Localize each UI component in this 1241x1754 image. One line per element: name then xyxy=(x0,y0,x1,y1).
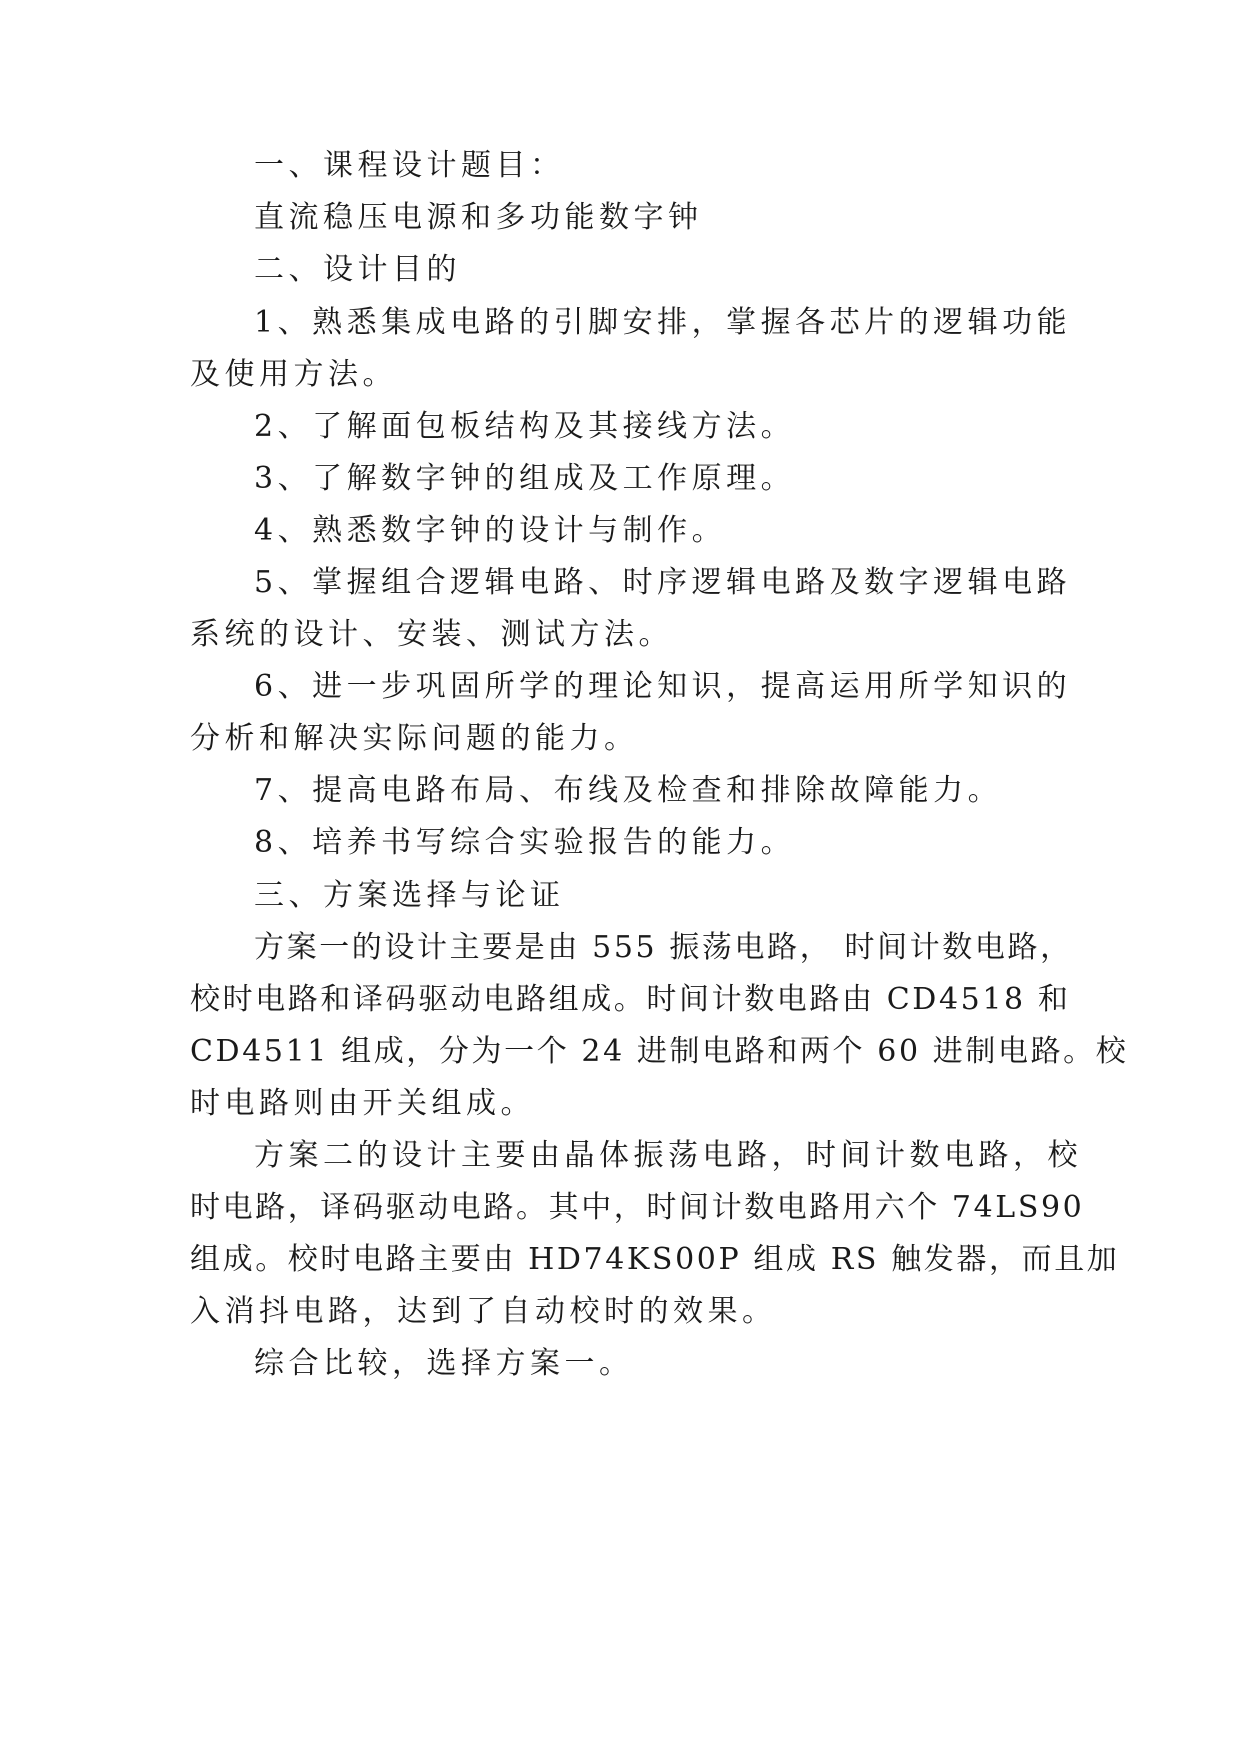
paragraph-line: 直流稳压电源和多功能数字钟 xyxy=(254,200,703,235)
conclusion-line: 综合比较，选择方案一。 xyxy=(254,1346,634,1381)
list-item-line: 3、了解数字钟的组成及工作原理。 xyxy=(254,461,796,496)
paragraph-line: 组成。校时电路主要由 HD74KS00P 组成 RS 触发器，而且加 xyxy=(190,1242,1120,1277)
paragraph-line: CD4511 组成，分为一个 24 进制电路和两个 60 进制电路。校 xyxy=(190,1034,1129,1069)
list-item-line: 4、熟悉数字钟的设计与制作。 xyxy=(254,513,727,548)
paragraph-line: 时电路则由开关组成。 xyxy=(190,1086,535,1121)
list-item-line: 及使用方法。 xyxy=(190,357,397,392)
list-item-line: 2、了解面包板结构及其接线方法。 xyxy=(254,409,796,444)
list-item-line: 7、提高电路布局、布线及检查和排除故障能力。 xyxy=(254,773,1003,808)
list-item-line: 系统的设计、安装、测试方法。 xyxy=(190,617,673,652)
section-heading-purpose: 二、设计目的 xyxy=(254,252,461,287)
list-item-line: 5、掌握组合逻辑电路、时序逻辑电路及数字逻辑电路 xyxy=(254,565,1072,600)
list-item-line: 6、进一步巩固所学的理论知识，提高运用所学知识的 xyxy=(254,669,1072,704)
paragraph-line: 方案二的设计主要由晶体振荡电路，时间计数电路，校 xyxy=(254,1138,1082,1173)
section-heading-scheme: 三、方案选择与论证 xyxy=(254,878,565,913)
list-item-line: 1、熟悉集成电路的引脚安排，掌握各芯片的逻辑功能 xyxy=(254,305,1072,340)
paragraph-line: 校时电路和译码驱动电路组成。时间计数电路由 CD4518 和 xyxy=(190,982,1071,1017)
document-page xyxy=(190,0,1129,1754)
list-item-line: 8、培养书写综合实验报告的能力。 xyxy=(254,825,796,860)
paragraph-line: 时电路，译码驱动电路。其中，时间计数电路用六个 74LS90 xyxy=(190,1190,1085,1225)
paragraph-line: 方案一的设计主要是由 555 振荡电路， 时间计数电路， xyxy=(254,930,1073,965)
section-heading-topic: 一、课程设计题目： xyxy=(254,148,565,183)
paragraph-line: 入消抖电路，达到了自动校时的效果。 xyxy=(190,1294,777,1329)
list-item-line: 分析和解决实际问题的能力。 xyxy=(190,721,639,756)
